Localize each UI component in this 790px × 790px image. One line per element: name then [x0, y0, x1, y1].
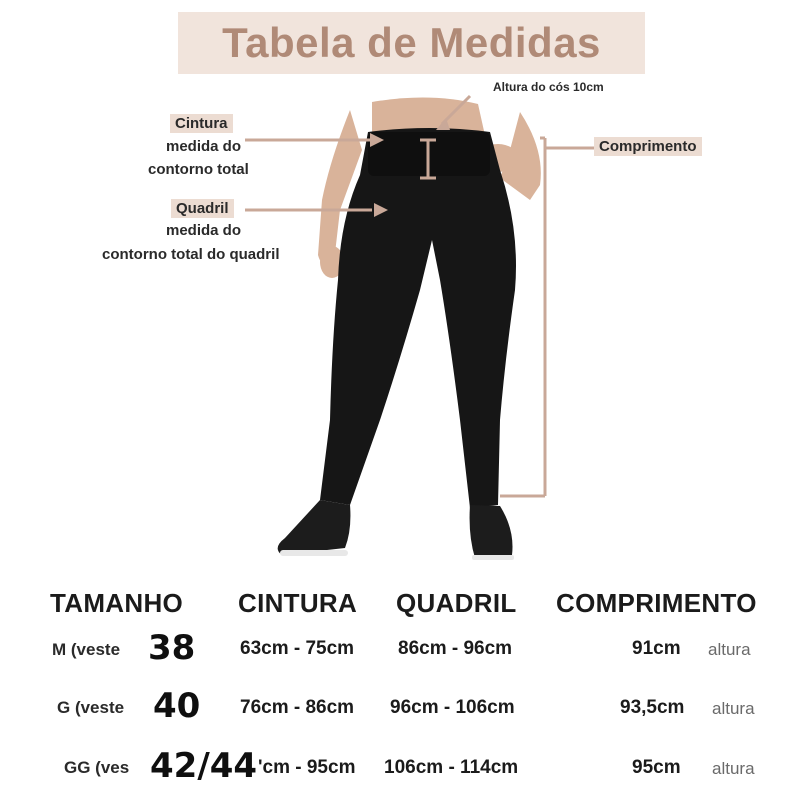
row-gg-note: altura — [712, 759, 755, 778]
row-g-size: 40 — [153, 686, 201, 726]
cintura-desc-line2: contorno total — [148, 161, 249, 178]
row-gg-quadril: 106cm - 114cm — [384, 757, 519, 778]
row-g-size-label: G (veste — [57, 698, 125, 717]
row-m-comprimento: 91cm — [632, 638, 681, 659]
row-m-quadril: 86cm - 96cm — [398, 638, 513, 659]
waistband-height-label: Altura do cós 10cm — [493, 80, 604, 94]
row-gg-comprimento: 95cm — [632, 757, 681, 778]
row-m-cintura: 63cm - 75cm — [240, 638, 355, 659]
leggings — [320, 128, 516, 508]
quadril-desc-line2: contorno total do quadril — [102, 246, 280, 263]
comprimento-tag: Comprimento — [594, 137, 702, 156]
page-title: Tabela de Medidas — [222, 19, 601, 66]
header-cintura: CINTURA — [238, 588, 358, 618]
header-tamanho: TAMANHO — [50, 588, 184, 618]
row-g-comprimento: 93,5cm — [620, 697, 685, 718]
row-gg-cintura: 'cm - 95cm — [258, 757, 356, 778]
row-gg-size-label: GG (ves — [64, 758, 130, 777]
row-m-note: altura — [708, 640, 751, 659]
cintura-tag: Cintura — [170, 114, 233, 133]
quadril-tag: Quadril — [171, 199, 234, 218]
row-g-quadril: 96cm - 106cm — [390, 697, 515, 718]
row-m-size: 38 — [148, 628, 196, 668]
header-quadril: QUADRIL — [396, 588, 517, 618]
cintura-desc-line1: medida do — [166, 138, 242, 155]
row-gg-size: 42/44 — [150, 746, 258, 786]
row-g-cintura: 76cm - 86cm — [240, 697, 355, 718]
header-comprimento: COMPRIMENTO — [556, 588, 757, 618]
quadril-desc-line1: medida do — [166, 222, 242, 239]
sneakers — [278, 500, 513, 558]
row-g-note: altura — [712, 699, 755, 718]
row-m-size-label: M (veste — [52, 640, 121, 659]
